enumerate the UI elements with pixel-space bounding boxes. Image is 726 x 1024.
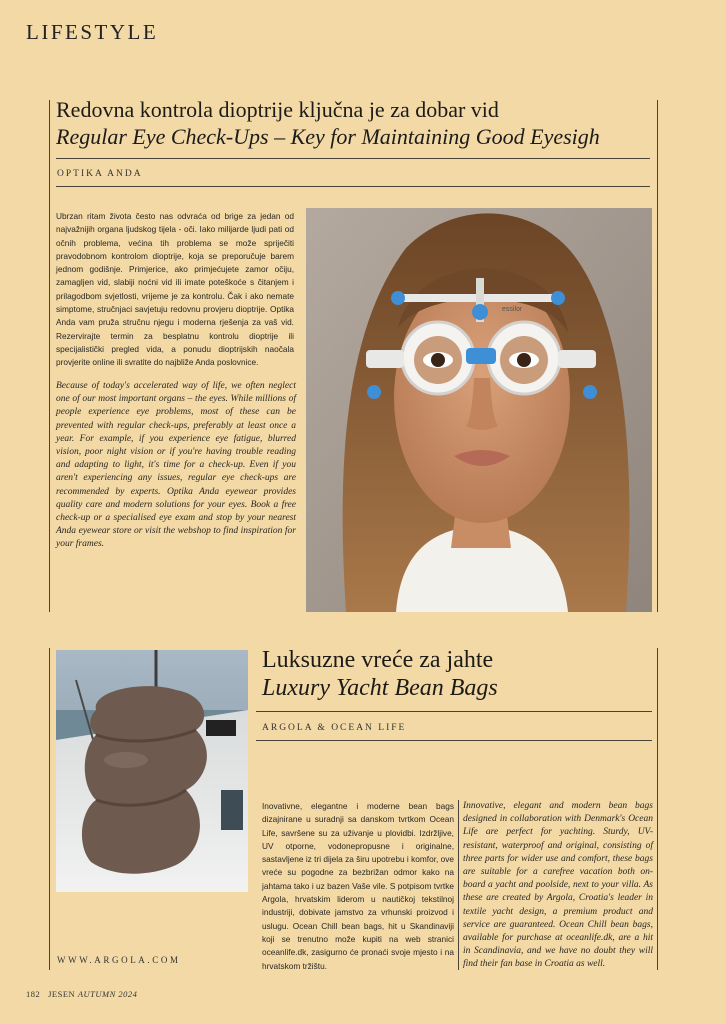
article1-byline: OPTIKA ANDA [57,169,143,179]
page-folio [26,989,137,999]
season-english: AUTUMN 2024 [77,989,138,999]
eye-exam-illustration [306,208,652,612]
article2-body-english: Innovative, elegant and modern bean bags designed in collaboration with Denmark's Ocean Life are perfect for yachting. Sturdy, UV-resistant, waterproof and original, consisting of three parts for wider use and comfort, these bags are suitable for a carefree vacation both on-board a yacht and poolside, next to your villa. As these are created by Argola, Croatia's leader in textile yacht design, a premium product and service are guaranteed. Ocean Chill bean bags, available for purchase at oceanlife.dk, are a hit in Scandinavia, and we have no doubt they will find their fan base in Croatia as well. [463,801,653,970]
article2-byline-rule [256,740,652,741]
article2-left-rule [49,648,50,970]
article2-title-rule [256,711,652,712]
article1-title-rule [56,158,650,159]
page-number: 182 [26,989,41,999]
eye-exam-photo [306,208,652,612]
article1-left-rule [49,100,50,612]
article2-right-rule [657,648,658,970]
article1-byline-rule [56,186,650,187]
section-label: LIFESTYLE [26,20,159,44]
bean-bag-photo [56,650,248,892]
yacht-bean-bag-illustration [56,650,248,892]
article1-body-english: Because of today's accelerated way of life, we often neglect one of our most important organs – the eyes. While millions of people experience eye problems, most of these can be prevented with regular check-ups, preferably at least once a year. For example, if you experience eye fatigue, blurred vision, poor night vision or if you're having trouble reading and adapting to light, it's time for a check-up. Even if you aren't experiencing any issues, regular eye check-ups are recommended by experts. Optika Anda eyewear provides quality care and modern solutions for your eyes. Book a free check-up or a specialised eye exam and stop by your nearest Anda eyewear store or visit the webshop to find inspiration for your frames. [56,381,296,550]
article1-title-croatian: Redovna kontrola dioptrije ključna je za dobar vid [56,97,499,122]
article2-body-croatian: Inovativne, elegantne i moderne bean bags dizajnirane u suradnji sa danskom tvrtkom Ocean Life, savršene su za uživanje u plovidbi. Izdržljive, UV otporne, vodonepropusne i originalne, sastavljene iz tri dijela za širu upotrebu i komfor, ove vreće su pogodne za bezbrižan odmor kako na jahtama tako i uz bazen Vaše vile. S potpisom tvrtke Argola, hrvatskim liderom u nautičkoj tekstilnoj industriji, dobivate jamstvo za vrhunski proizvod i uslugu. Ocean Chill bean bags, hit u Skandinaviji koji se trenutno može kupiti na web stranici oceanlife.dk, zasigurno će pronaći svoje mjesto i na hrvatskom tržištu. [262,801,454,971]
article2-title-croatian: Luksuzne vreće za jahte [262,647,494,673]
essilor-logo: essilor [502,306,523,313]
article2-column-rule [458,800,459,970]
article2-byline: ARGOLA & OCEAN LIFE [262,723,407,733]
argola-website-link[interactable]: WWW.ARGOLA.COM [57,955,181,965]
article1-title-english: Regular Eye Check-Ups – Key for Maintaining Good Eyesigh [56,124,600,149]
article2-title-english: Luxury Yacht Bean Bags [262,675,498,701]
article1-body-croatian: Ubrzan ritam života često nas odvraća od brige za jedan od najvažnijih organa ljudskog tijela - oči. Iako milijarde ljudi pati od očnih problema, većina tih problema se može spriječiti pravodobnom kontrolom dioptrije, koja se preporučuje barem jednom godišnje. Primjerice, ako primjećujete zamor očiju, zamagljen vid, slabiji noćni vid ili imate poteškoće s čitanjem i prilagodbom svjetlosti, vrijeme je za kontrolu. Čak i ako nemate simptome, stručnjaci savjetuju redovnu provjeru dioptrije. Optika Anda vam pruža stručnu njegu i moderna rješenja za vaš vid. Rezervirajte termin za besplatnu kontrolu dioptrije ili specijalistički pregled vida, a ponudu dioptrijskih naočala provjerite online ili svratite do najbliže Anda poslovnice. [56,211,294,368]
season-croatian: JESEN [48,989,76,999]
article1-right-rule [657,100,658,612]
